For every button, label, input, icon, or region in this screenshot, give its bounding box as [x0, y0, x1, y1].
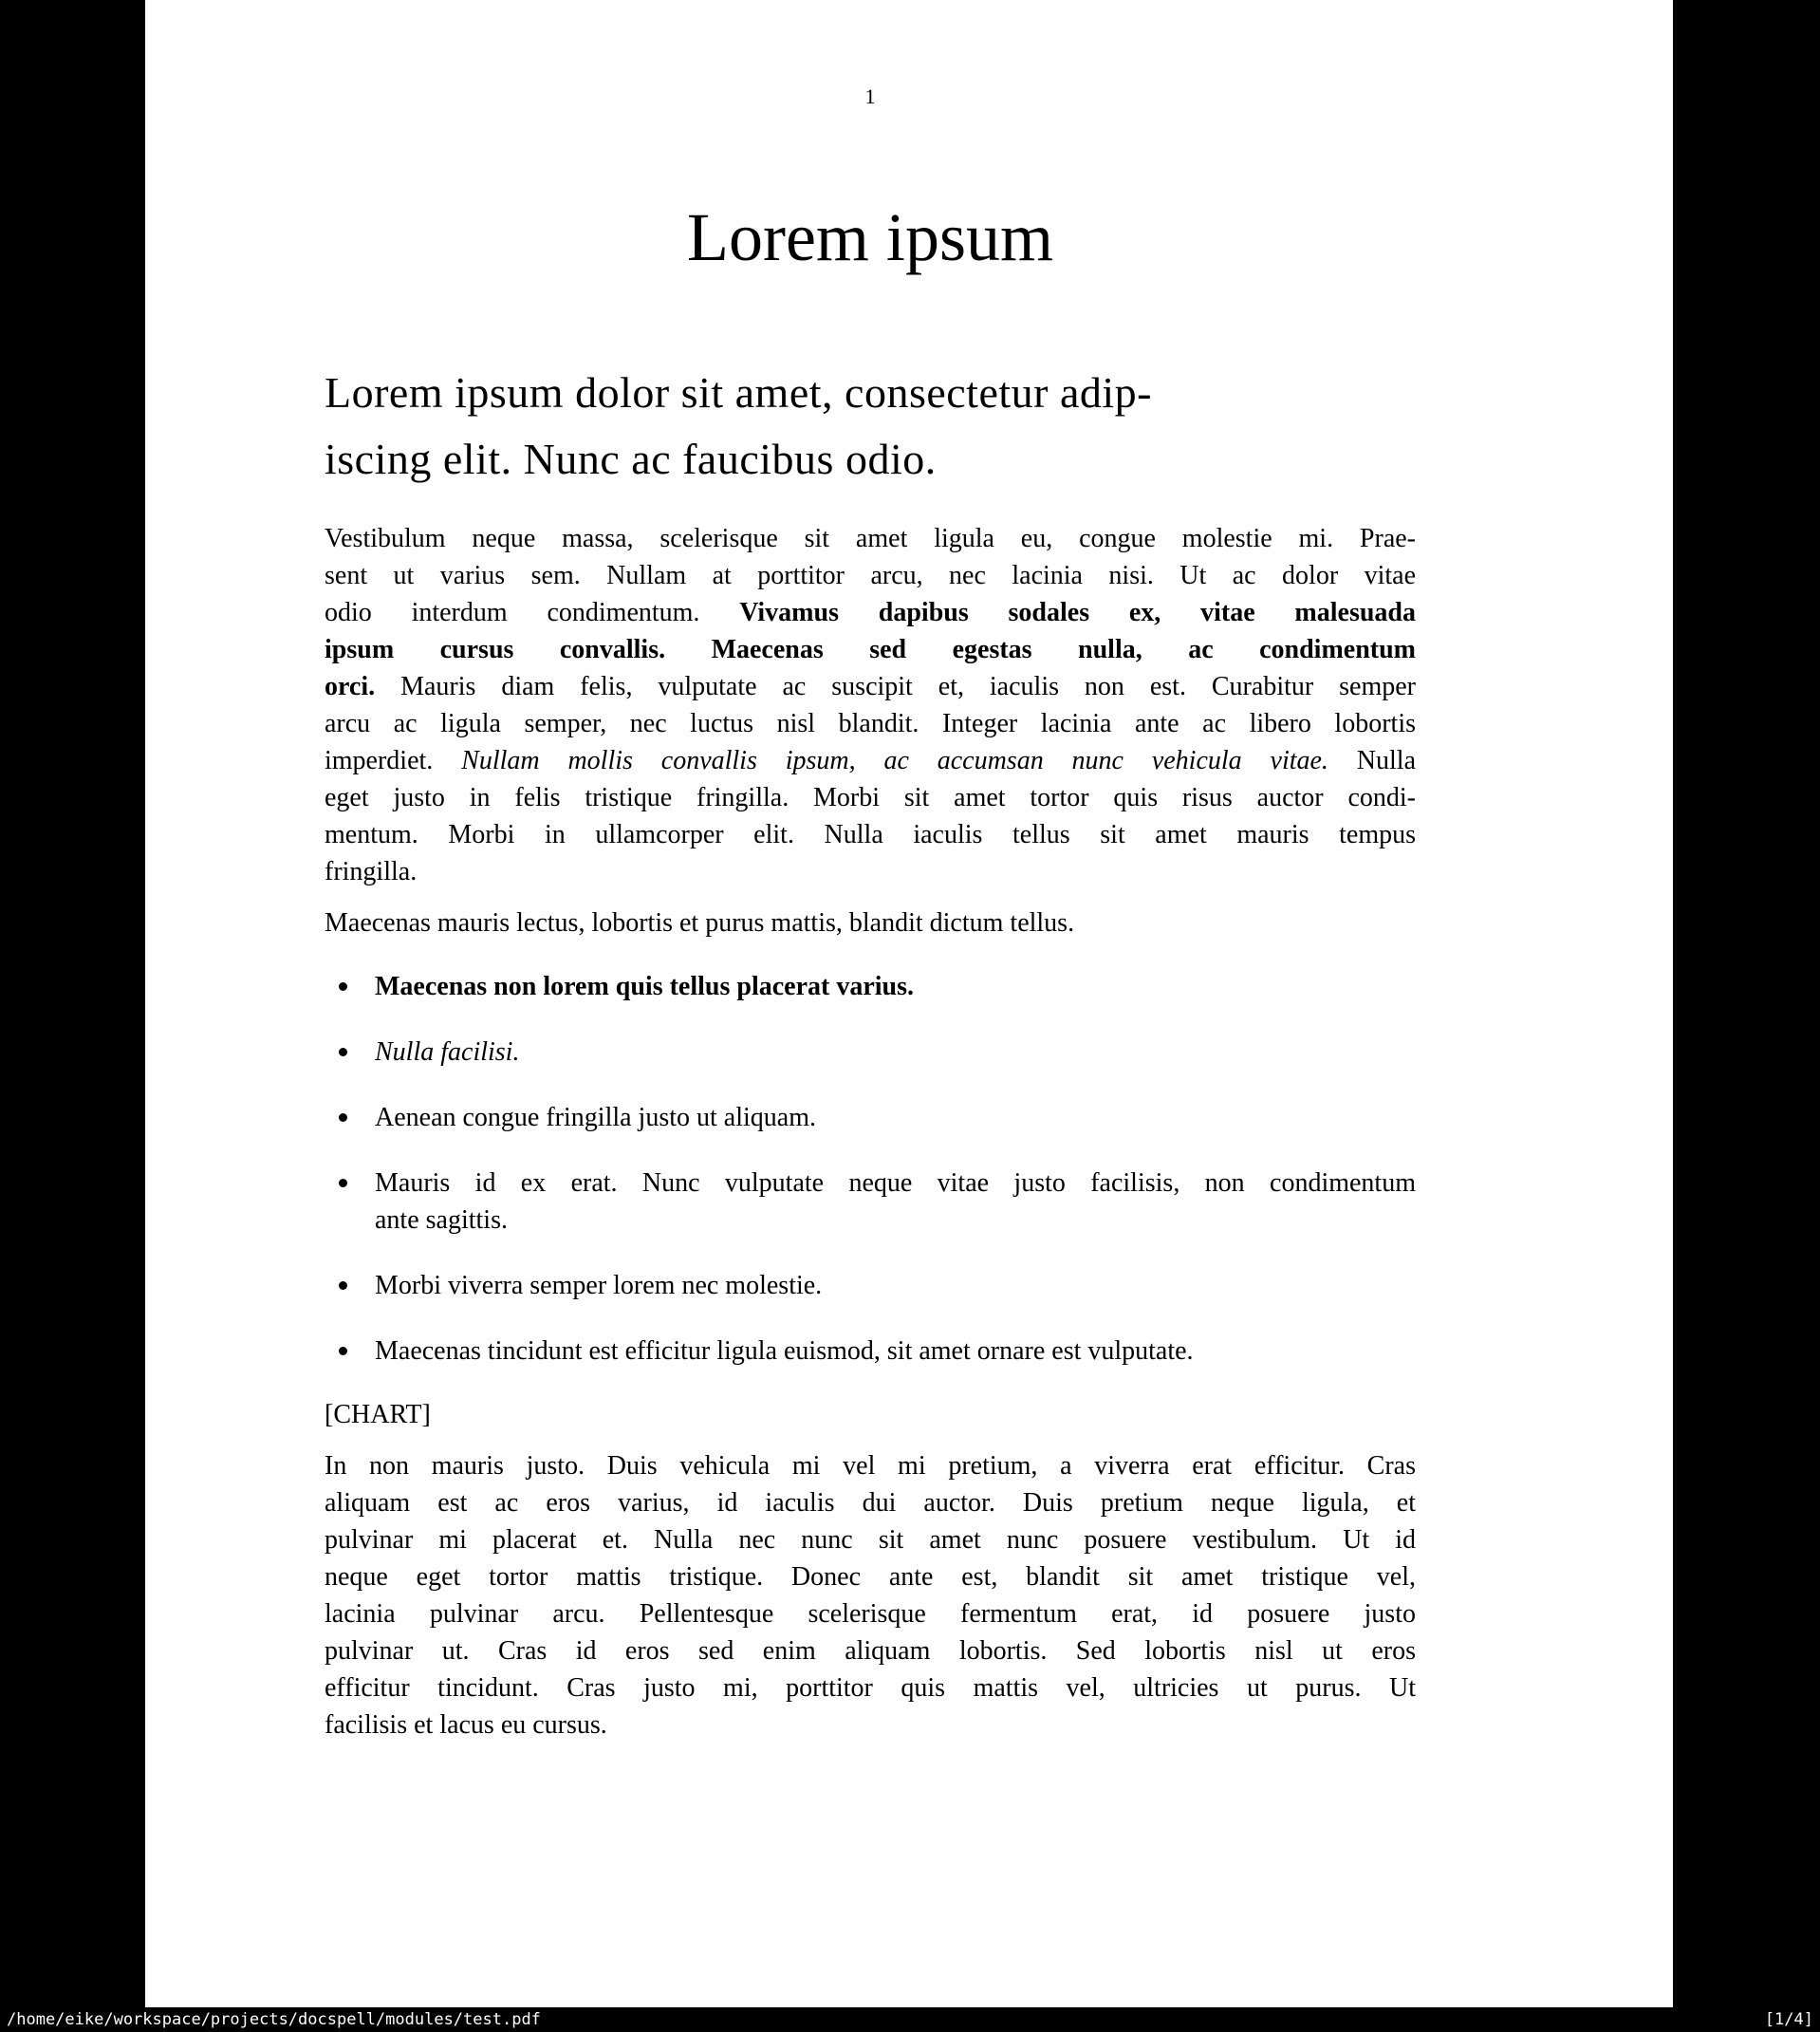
list-item: [325, 968, 1416, 1005]
text-line: [325, 1521, 1416, 1558]
statusbar-page-indicator: [1/4]: [1764, 2010, 1813, 2029]
text-segment: Maecenas mauris lectus, lobortis et purus mattis, blandit dictum tellus.: [325, 908, 1075, 938]
list-item: [325, 1034, 1416, 1071]
text-segment: imperdiet.: [325, 746, 462, 775]
text-segment: lacinia pulvinar arcu. Pellentesque scelerisque fermentum erat, id posuere justo: [325, 1599, 1416, 1629]
text-segment: Morbi viverra semper lorem nec molestie.: [375, 1271, 823, 1300]
bullet-icon: [339, 1179, 347, 1187]
text-segment: ante sagittis.: [375, 1205, 508, 1235]
text-segment: facilisis et lacus eu cursus.: [325, 1710, 607, 1740]
text-line: [325, 816, 1416, 853]
paragraph: [325, 520, 1416, 890]
list-item-text: [375, 1165, 1416, 1239]
text-segment: ipsum cursus convallis. Maecenas sed egestas nulla, ac condimentum: [325, 635, 1416, 664]
text-line: [375, 968, 1416, 1005]
text-line: [375, 1165, 1416, 1202]
text-segment: eget justo in felis tristique fringilla. Morbi sit amet tortor quis risus auctor condi-: [325, 783, 1416, 812]
text-line: [325, 360, 1416, 426]
text-line: [325, 557, 1416, 594]
text-segment: Mauris id ex erat. Nunc vulputate neque vitae justo facilisis, non condimentum: [375, 1168, 1416, 1198]
list-item-text: [375, 968, 1416, 1005]
bullet-icon: [339, 1281, 347, 1290]
text-segment: Nulla facilisi.: [375, 1037, 520, 1067]
pdf-page: [145, 0, 1673, 2007]
text-segment: odio interdum condimentum.: [325, 598, 740, 627]
paragraph: [325, 1447, 1416, 1743]
text-segment: fringilla.: [325, 857, 418, 886]
text-segment: arcu ac ligula semper, nec luctus nisl blandit. Integer lacinia ante ac libero lobortis: [325, 709, 1416, 738]
text-line: [325, 1669, 1416, 1706]
bullet-list: [325, 968, 1416, 1370]
list-item-text: [375, 1333, 1416, 1370]
text-line: [325, 904, 1416, 941]
text-line: [325, 779, 1416, 816]
document-title: Lorem ipsum: [687, 199, 1053, 275]
text-segment: iscing elit. Nunc ac faucibus odio.: [325, 435, 937, 483]
text-segment: Mauris diam felis, vulputate ac suscipit et, iaculis non est. Curabitur semper: [400, 672, 1416, 701]
text-segment: neque eget tortor mattis tristique. Donec ante est, blandit sit amet tristique vel,: [325, 1562, 1416, 1592]
statusbar: [0, 2007, 1820, 2032]
chart-placeholder: [CHART]: [325, 1400, 431, 1429]
text-segment: aliquam est ac eros varius, id iaculis dui auctor. Duis pretium neque ligula, et: [325, 1488, 1416, 1518]
bullet-icon: [339, 982, 347, 991]
list-item: [325, 1267, 1416, 1304]
text-line: [375, 1333, 1416, 1370]
text-line: [325, 705, 1416, 742]
text-segment: sent ut varius sem. Nullam at porttitor arcu, nec lacinia nisi. Ut ac dolor vitae: [325, 561, 1416, 590]
bullet-icon: [339, 1347, 347, 1355]
list-item: [325, 1099, 1416, 1136]
list-item: [325, 1333, 1416, 1370]
text-line: [375, 1202, 1416, 1239]
text-segment: Aenean congue fringilla justo ut aliquam.: [375, 1103, 816, 1132]
text-segment: Vestibulum neque massa, scelerisque sit amet ligula eu, congue molestie mi. Prae-: [325, 524, 1416, 553]
text-line: [325, 594, 1416, 631]
page-number: 1: [864, 84, 876, 108]
text-segment: In non mauris justo. Duis vehicula mi vel mi pretium, a viverra erat efficitur. Cras: [325, 1451, 1416, 1481]
list-item-text: [375, 1099, 1416, 1136]
text-segment: Maecenas tincidunt est efficitur ligula euismod, sit amet ornare est vulputate.: [375, 1336, 1194, 1366]
text-line: [325, 631, 1416, 668]
text-line: [325, 426, 1416, 493]
text-line: [325, 1558, 1416, 1595]
text-line: [325, 1595, 1416, 1632]
bullet-icon: [339, 1113, 347, 1122]
page-content-column: [325, 0, 1416, 1743]
text-line: [325, 1706, 1416, 1743]
text-segment: efficitur tincidunt. Cras justo mi, porttitor quis mattis vel, ultricies ut purus. Ut: [325, 1673, 1416, 1703]
text-line: [325, 1484, 1416, 1521]
text-segment: Lorem ipsum dolor sit amet, consectetur adip-: [325, 368, 1152, 417]
list-item: [325, 1165, 1416, 1239]
section-heading: [325, 360, 1416, 493]
text-segment: pulvinar ut. Cras id eros sed enim aliquam lobortis. Sed lobortis nisl ut eros: [325, 1636, 1416, 1666]
text-line: [325, 520, 1416, 557]
document-blocks: [325, 360, 1416, 1743]
text-segment: Nulla: [1328, 746, 1416, 775]
text-line: [375, 1267, 1416, 1304]
text-line: [375, 1034, 1416, 1071]
text-segment: pulvinar mi placerat et. Nulla nec nunc sit amet nunc posuere vestibulum. Ut id: [325, 1525, 1416, 1555]
text-line: [325, 853, 1416, 890]
text-segment: orci.: [325, 672, 401, 701]
bullet-icon: [339, 1048, 347, 1056]
text-line: [325, 742, 1416, 779]
text-line: [325, 1632, 1416, 1669]
statusbar-file-path: /home/eike/workspace/projects/docspell/modules/test.pdf: [7, 2010, 541, 2029]
paragraph: [325, 904, 1416, 941]
text-line: [325, 1447, 1416, 1484]
text-segment: Nullam mollis convallis ipsum, ac accumsan nunc vehicula vitae.: [461, 746, 1328, 775]
text-line: [375, 1099, 1416, 1136]
text-segment: mentum. Morbi in ullamcorper elit. Nulla iaculis tellus sit amet mauris tempus: [325, 820, 1416, 849]
list-item-text: [375, 1267, 1416, 1304]
list-item-text: [375, 1034, 1416, 1071]
text-line: [325, 668, 1416, 705]
text-segment: Maecenas non lorem quis tellus placerat varius.: [375, 972, 915, 1001]
text-segment: Vivamus dapibus sodales ex, vitae malesuada: [739, 598, 1416, 627]
